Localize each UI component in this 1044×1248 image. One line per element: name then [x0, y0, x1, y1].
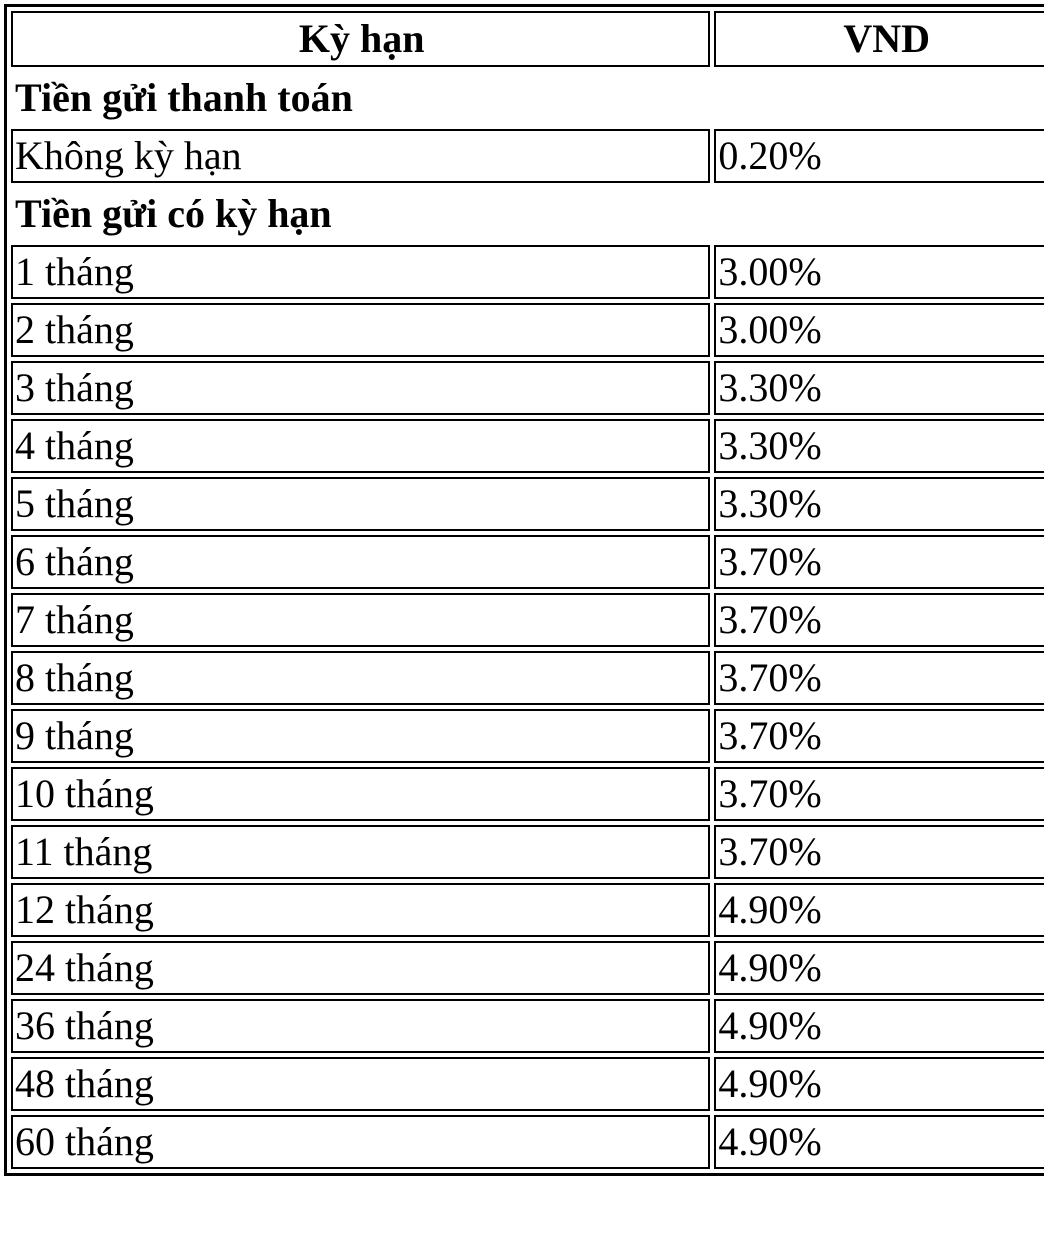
section-row: [11, 187, 1044, 241]
term-cell: Không kỳ hạn: [11, 129, 710, 183]
table-row: [11, 767, 1044, 821]
term-cell: 36 tháng: [11, 999, 710, 1053]
interest-rate-table: [4, 4, 1044, 1176]
rate-cell: 3.70%: [714, 767, 1044, 821]
rate-cell: 3.30%: [714, 419, 1044, 473]
table-row: [11, 709, 1044, 763]
term-cell: 8 tháng: [11, 651, 710, 705]
rate-cell: 3.70%: [714, 709, 1044, 763]
term-cell: 11 tháng: [11, 825, 710, 879]
rate-cell: 4.90%: [714, 941, 1044, 995]
term-cell: 6 tháng: [11, 535, 710, 589]
rate-cell: 0.20%: [714, 129, 1044, 183]
rate-cell: 3.00%: [714, 245, 1044, 299]
term-cell: 3 tháng: [11, 361, 710, 415]
table-row: [11, 419, 1044, 473]
rate-cell: 3.70%: [714, 535, 1044, 589]
table-row: [11, 941, 1044, 995]
table-row: [11, 593, 1044, 647]
table-row: [11, 883, 1044, 937]
header-row: [11, 11, 1044, 67]
section-title: Tiền gửi có kỳ hạn: [15, 191, 332, 236]
rate-cell: 4.90%: [714, 1057, 1044, 1111]
term-cell: 7 tháng: [11, 593, 710, 647]
table-row: [11, 361, 1044, 415]
table-row: [11, 477, 1044, 531]
table-row: [11, 999, 1044, 1053]
term-cell: 5 tháng: [11, 477, 710, 531]
rate-cell: 4.90%: [714, 1115, 1044, 1169]
section-title: Tiền gửi thanh toán: [15, 75, 353, 120]
table-row: [11, 1057, 1044, 1111]
table-row: [11, 825, 1044, 879]
rate-cell: 3.00%: [714, 303, 1044, 357]
rate-cell: 3.70%: [714, 593, 1044, 647]
table-row: [11, 651, 1044, 705]
rate-cell: 3.70%: [714, 651, 1044, 705]
rate-cell: 3.70%: [714, 825, 1044, 879]
term-cell: 48 tháng: [11, 1057, 710, 1111]
table-body: [11, 11, 1044, 1169]
table-row: [11, 1115, 1044, 1169]
term-cell: 1 tháng: [11, 245, 710, 299]
rate-cell: 3.30%: [714, 361, 1044, 415]
table-row: [11, 245, 1044, 299]
rate-cell: 3.30%: [714, 477, 1044, 531]
term-cell: 10 tháng: [11, 767, 710, 821]
term-cell: 9 tháng: [11, 709, 710, 763]
header-term: Kỳ hạn: [11, 11, 710, 67]
table-row: [11, 303, 1044, 357]
header-currency: VND: [714, 11, 1044, 67]
term-cell: 24 tháng: [11, 941, 710, 995]
term-cell: 4 tháng: [11, 419, 710, 473]
table-row: [11, 129, 1044, 183]
rate-cell: 4.90%: [714, 999, 1044, 1053]
section-row: [11, 71, 1044, 125]
table-row: [11, 535, 1044, 589]
rate-cell: 4.90%: [714, 883, 1044, 937]
term-cell: 60 tháng: [11, 1115, 710, 1169]
term-cell: 12 tháng: [11, 883, 710, 937]
term-cell: 2 tháng: [11, 303, 710, 357]
